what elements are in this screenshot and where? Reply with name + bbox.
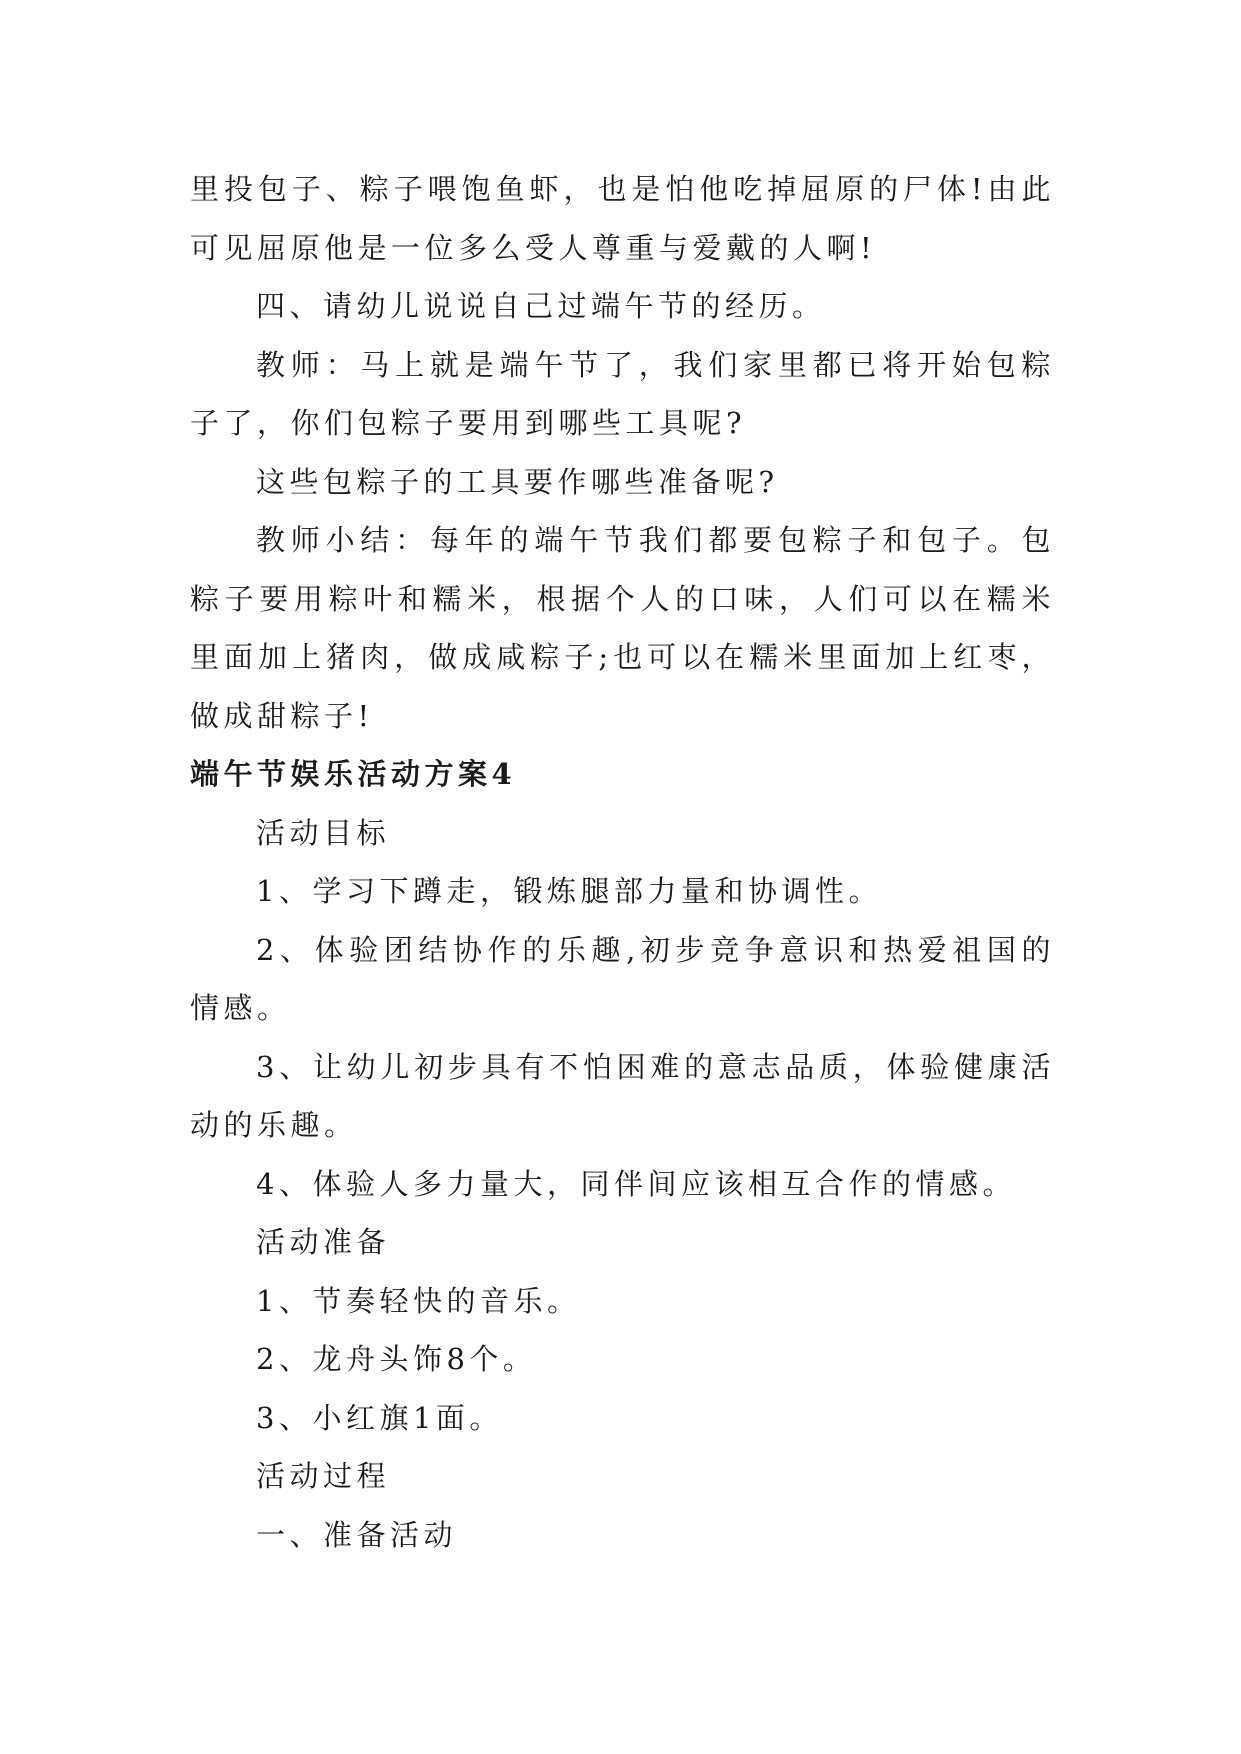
preparation-item-1: 1、节奏轻快的音乐。 xyxy=(256,1283,581,1318)
goal-item-2: 2、体验团结协作的乐趣,初步竞争意识和热爱祖国的情感。 xyxy=(190,932,1055,1025)
paragraph-continuation: 里投包子、粽子喂饱鱼虾，也是怕他吃掉屈原的尸体!由此可见屈原他是一位多么受人尊重与爱戴的人啊! xyxy=(190,172,1055,265)
section-title: 端午节娱乐活动方案4 xyxy=(190,757,517,791)
goal-item-4: 4、体验人多力量大，同伴间应该相互合作的情感。 xyxy=(256,1166,1016,1201)
document-body xyxy=(190,160,1055,1564)
heading-activity-goals: 活动目标 xyxy=(256,815,391,850)
paragraph-teacher-question: 教师：马上就是端午节了，我们家里都已将开始包粽子了，你们包粽子要用到哪些工具呢? xyxy=(190,347,1055,440)
goal-item-3: 3、让幼儿初步具有不怕困难的意志品质，体验健康活动的乐趣。 xyxy=(190,1049,1055,1142)
paragraph-teacher-summary: 教师小结：每年的端午节我们都要包粽子和包子。包粽子要用粽叶和糯米，根据个人的口味，人们可以在糯米里面加上猪肉，做成咸粽子;也可以在糯米里面加上红枣，做成甜粽子! xyxy=(190,523,1055,733)
heading-activity-preparation: 活动准备 xyxy=(256,1225,391,1259)
goal-item-1: 1、学习下蹲走，锻炼腿部力量和协调性。 xyxy=(256,874,882,908)
paragraph-step-four: 四、请幼儿说说自己过端午节的经历。 xyxy=(256,289,826,323)
preparation-item-3: 3、小红旗1面。 xyxy=(256,1400,503,1435)
process-step-1: 一、准备活动 xyxy=(256,1517,458,1552)
paragraph-tools-question: 这些包粽子的工具要作哪些准备呢? xyxy=(256,464,779,499)
preparation-item-2: 2、龙舟头饰8个。 xyxy=(256,1342,537,1376)
heading-activity-process: 活动过程 xyxy=(256,1459,391,1493)
